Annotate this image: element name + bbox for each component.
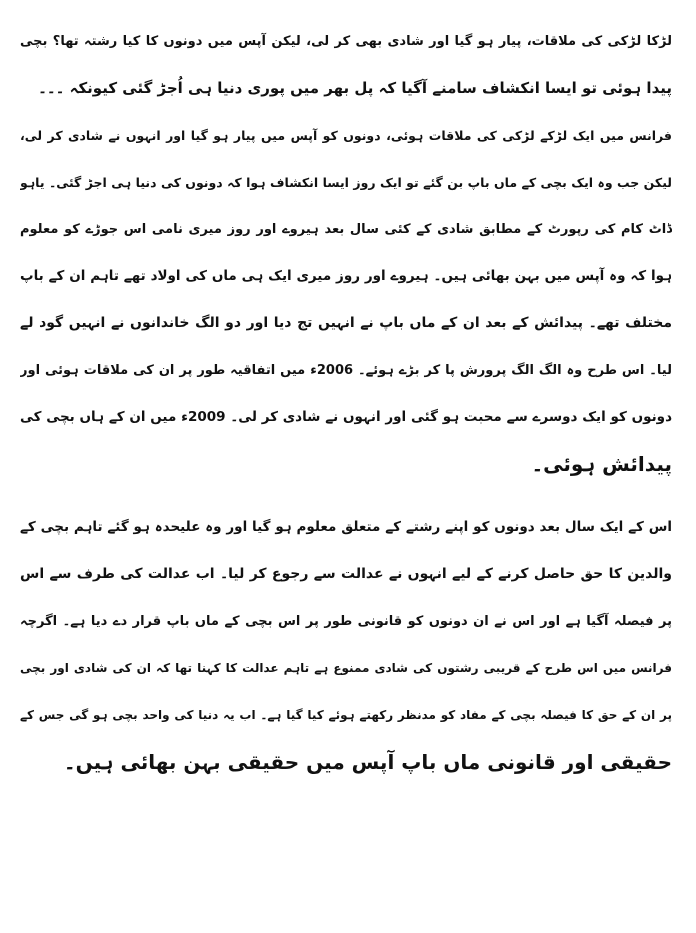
article-paragraph: [20, 504, 672, 786]
paragraph-line: لیکن جب وہ ایک بچی کے ماں باپ بن گئے تو ایک روز ایسا انکشاف ہوا کہ دونوں کی دنیا ہی اجڑ گئی۔ یاہو: [20, 175, 672, 190]
paragraph-line: پر فیصلہ آگیا ہے اور اس نے ان دونوں کو قانونی طور پر اس بچی کے ماں باپ قرار دے دیا ہے۔ اگرچہ: [20, 614, 672, 629]
paragraph-line: دونوں کو ایک دوسرے سے محبت ہو گئی اور انہوں نے شادی کر لی۔ 2009ء میں ان کے ہاں بچی کی: [20, 409, 672, 425]
paragraph-line: اس کے ایک سال بعد دونوں کو اپنے رشتے کے متعلق معلوم ہو گیا اور وہ علیحدہ ہو گئے تاہم بچی کے: [20, 519, 672, 535]
paragraph-line: ہوا کہ وہ آپس میں بہن بھائی ہیں۔ ہیروے اور روز میری ایک ہی ماں کی اولاد تھے تاہم ان کے باپ: [20, 268, 672, 284]
article-page: [20, 18, 672, 923]
intro-line: پیدا ہوئی تو ایسا انکشاف سامنے آگیا کہ پل بھر میں پوری دنیا ہی اُجڑ گئی کیونکہ ۔۔۔: [38, 79, 672, 97]
paragraph-line: حقیقی اور قانونی ماں باپ آپس میں حقیقی بہن بھائی ہیں۔: [63, 750, 672, 774]
paragraph-spacer: [20, 488, 672, 504]
paragraph-line: فرانس میں اس طرح کے قریبی رشتوں کی شادی ممنوع ہے تاہم عدالت کا کہنا تھا کہ ان کی شادی اور بچی: [20, 661, 672, 675]
intro-line: لڑکا لڑکی کی ملاقات، پیار ہو گیا اور شادی بھی کر لی، لیکن آپس میں دونوں کا کیا رشتہ تھا؟ بچی: [20, 34, 672, 49]
paragraph-line: پر ان کے حق کا فیصلہ بچی کے مفاد کو مدنظر رکھتے ہوئے کیا گیا ہے۔ اب یہ دنیا کی واحد بچی ہو گی جس کے: [20, 708, 672, 722]
paragraph-line: مختلف تھے۔ پیدائش کے بعد ان کے ماں باپ نے انہیں تج دیا اور دو الگ خاندانوں نے انہیں گود لے: [20, 315, 672, 331]
paragraph-line: پیدائش ہوئی۔: [531, 452, 672, 476]
paragraph-line: والدین کا حق حاصل کرنے کے لیے انہوں نے عدالت سے رجوع کر لیا۔ اب عدالت کی طرف سے اس: [20, 566, 672, 582]
intro-block: [20, 18, 672, 112]
paragraph-line: لیا۔ اس طرح وہ الگ الگ پرورش پا کر بڑے ہوئے۔ 2006ء میں اتفاقیہ طور پر ان کی ملاقات ہوئی اور: [20, 363, 672, 378]
paragraph-line: ڈاٹ کام کی رپورٹ کے مطابق شادی کے کئی سال بعد ہیروے اور روز میری نامی اس جوڑے کو معلوم: [20, 222, 672, 237]
paragraph-line: فرانس میں ایک لڑکے لڑکی کی ملاقات ہوئی، دونوں کو آپس میں پیار ہو گیا اور انہوں نے شادی کر لی،: [20, 128, 672, 143]
article-paragraph: [20, 112, 672, 488]
